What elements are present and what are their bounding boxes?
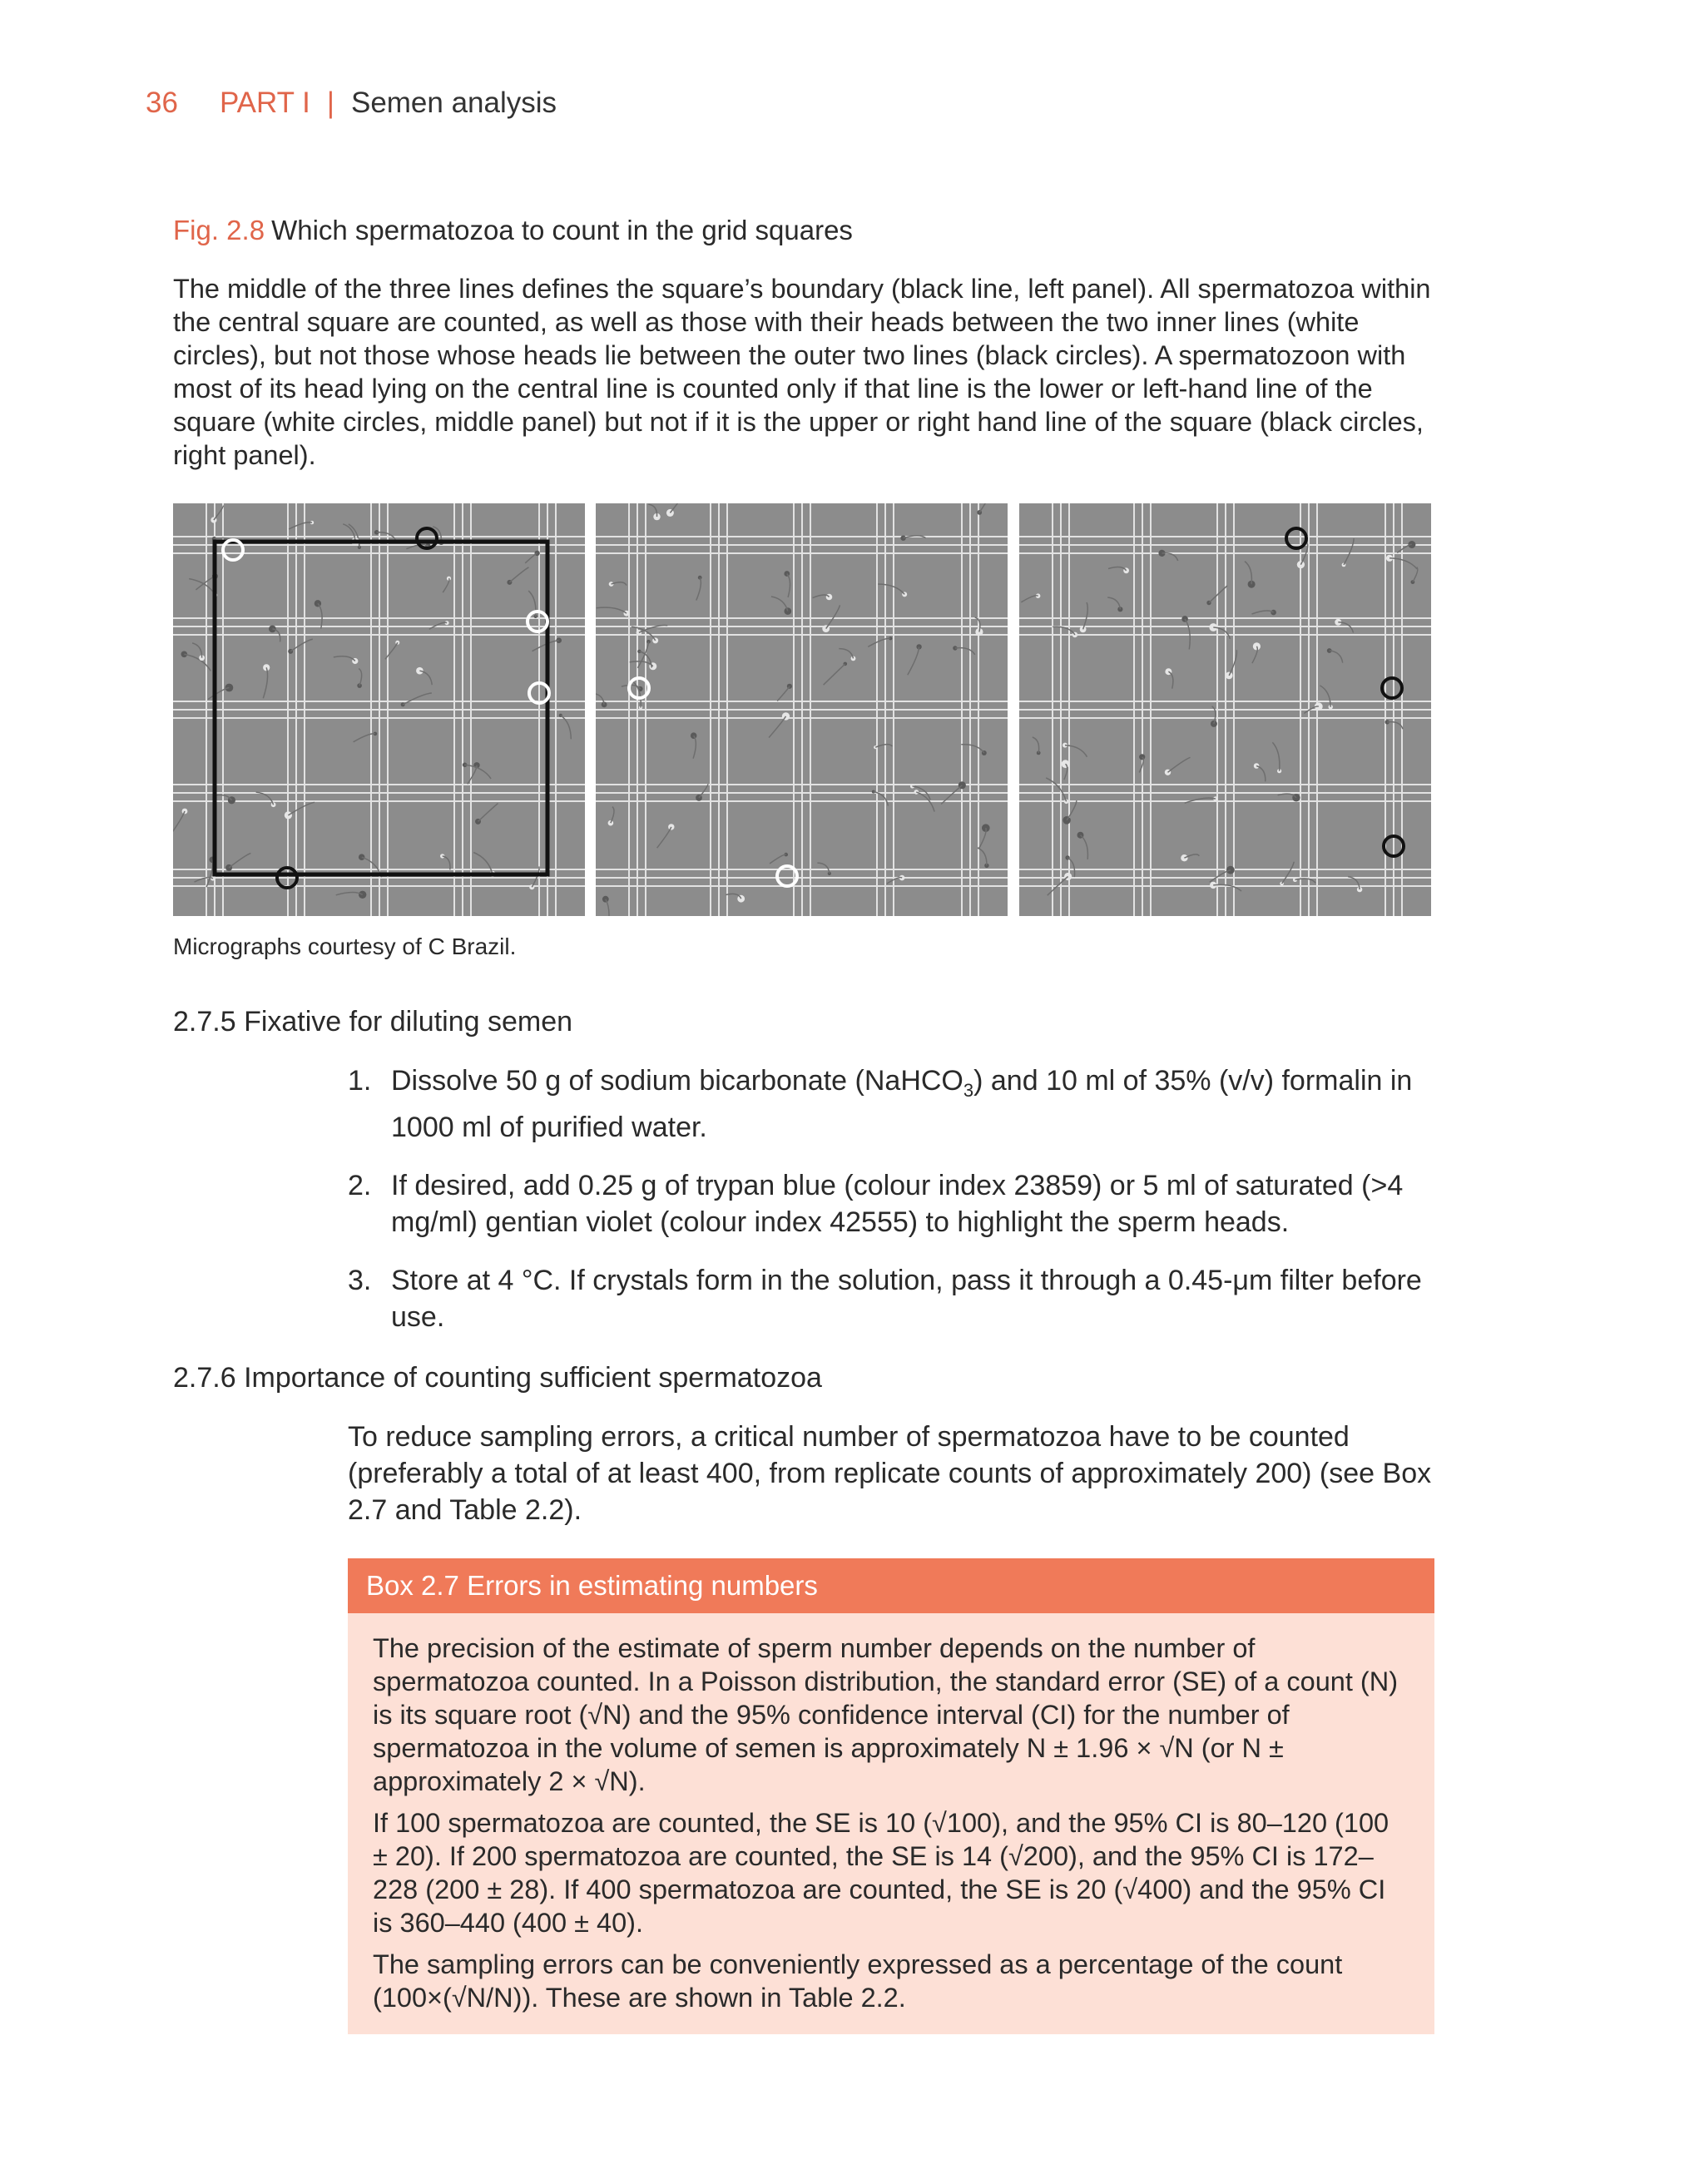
running-head	[146, 83, 557, 123]
sperm-head	[285, 811, 292, 819]
box-body	[348, 1613, 1434, 2014]
micrograph-right-image	[1019, 503, 1431, 916]
micrograph-middle-image	[596, 503, 1008, 916]
figure-label: Fig. 2.8	[173, 215, 265, 245]
figure-description: The middle of the three lines defines the square’s boundary (black line, left panel). All spermatozoa within the central square are counted, as well as those with their heads between the two inner lines (white circles), but not those whose heads lie between the outer two lines (black circles). A spermatozoon with most of its head lying on the central line is counted only if that line is the lower or left-hand line of the square (white circles, middle panel) but not if it is the upper or right hand line of the square (black circles, right panel).	[173, 274, 1431, 470]
micrograph-left-image	[173, 503, 585, 916]
sperm-head	[602, 896, 609, 903]
sperm-head	[1226, 672, 1233, 680]
micrograph-middle-panel	[596, 503, 1008, 916]
micrograph-right-panel	[1019, 503, 1431, 916]
sperm-head	[1080, 626, 1087, 633]
box-paragraph: The precision of the estimate of sperm number depends on the number of spermatozoa counted. In a Poisson distribution, the standard error (SE) of a count (N) is its square root (√N) and the 95% confidence interval (CI) for the number of spermatozoa in the volume of semen is approximately N ± 1.96 × √N (or N ± approximately 2 × √N).	[373, 1633, 1399, 1796]
list-item	[348, 1062, 1446, 1146]
sperm-head	[1139, 754, 1145, 760]
list-item	[348, 1262, 1446, 1335]
list-number: 1.	[348, 1065, 372, 1097]
list-number: 3.	[348, 1264, 372, 1296]
sperm-head	[359, 854, 365, 860]
list-number: 2.	[348, 1169, 372, 1201]
list-text: If desired, add 0.25 g of trypan blue (colour index 23859) or 5 ml of saturated (>4 mg/ml) gentian violet (colour index 42555) to highlight the sperm heads.	[391, 1169, 1404, 1238]
figure-caption	[173, 212, 1438, 249]
box-title: Box 2.7 Errors in estimating numbers	[348, 1558, 1434, 1613]
box-paragraph: The sampling errors can be conveniently expressed as a percentage of the count (100×(√N/N)). These are shown in Table 2.2.	[373, 1949, 1343, 2013]
box-paragraph: If 100 spermatozoa are counted, the SE is 10 (√100), and the 95% CI is 80–120 (100 ± 20). If 200 spermatozoa are counted, the SE is 14 (√200), and the 95% CI is 172–228 (200 ± 28). If 400 spermatozoa are counted, the SE is 20 (√400) and the 95% CI is 360–440 (400 ± 40).	[373, 1808, 1389, 1938]
subscript: 3	[963, 1079, 974, 1101]
sperm-head	[668, 824, 674, 830]
fixative-steps-list	[348, 1062, 1446, 1357]
section-paragraph: To reduce sampling errors, a critical number of spermatozoa have to be counted (preferably a total of at least 400, from replicate counts of approximately 200) (see Box 2.7 and Table 2.2).	[348, 1421, 1432, 1526]
figure-credit: Micrographs courtesy of C Brazil.	[173, 934, 517, 959]
list-text: Dissolve 50 g of sodium bicarbonate (NaHCO	[391, 1065, 963, 1097]
sperm-head	[1226, 866, 1235, 874]
section-heading-2-7-6: 2.7.6 Importance of counting sufficient spermatozoa	[173, 1362, 822, 1394]
part-label: PART I	[219, 87, 310, 119]
sperm-head	[359, 891, 366, 899]
sperm-head	[269, 626, 276, 633]
list-item	[348, 1167, 1446, 1241]
list-text: ) and 10 ml of 35% (v/v) formalin in 1000 ml of purified water.	[391, 1065, 1413, 1143]
sperm-head	[315, 600, 321, 607]
list-text: Store at 4 °C. If crystals form in the solution, pass it through a 0.45-μm filter before use.	[391, 1264, 1422, 1333]
page-number: 36	[146, 87, 178, 119]
box-2-7	[348, 1558, 1434, 2034]
running-head-separator: |	[326, 87, 334, 119]
micrograph-left-panel	[173, 503, 585, 916]
sperm-head	[1181, 854, 1187, 861]
sperm-head	[1271, 610, 1276, 616]
figure-title: Which spermatozoa to count in the grid squares	[271, 215, 853, 245]
section-heading-2-7-5: 2.7.5 Fixative for diluting semen	[173, 1006, 573, 1038]
section-name: Semen analysis	[350, 87, 557, 119]
